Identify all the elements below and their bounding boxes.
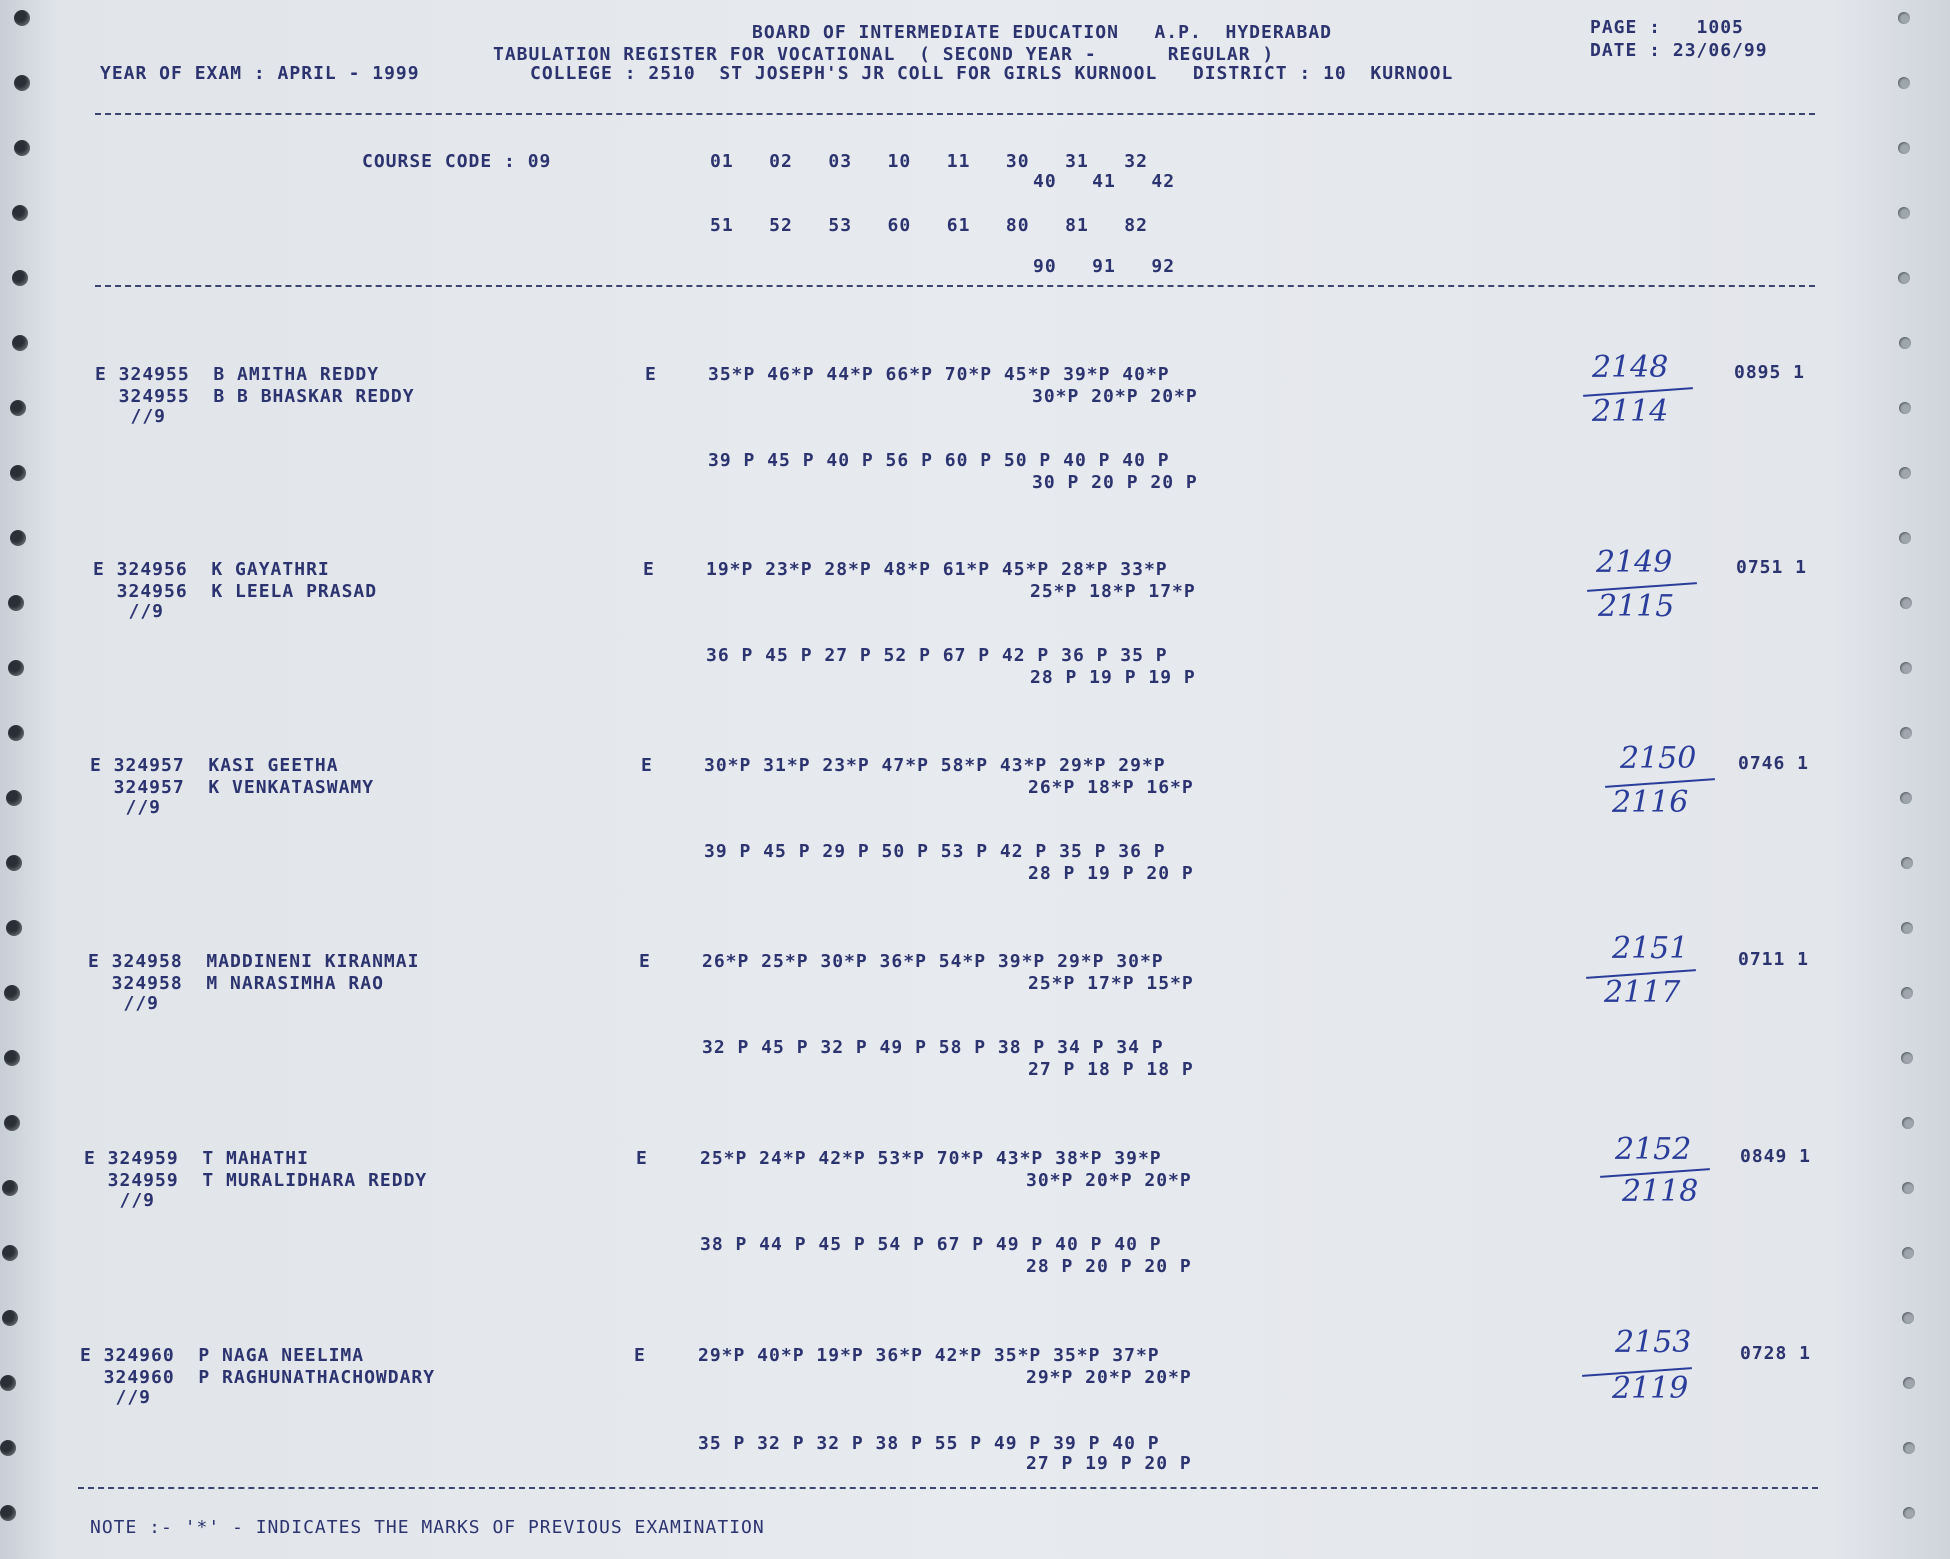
feed-hole: [1898, 207, 1910, 219]
marks-row2: 30*P 20*P 20*P: [1032, 386, 1198, 407]
feed-hole: [2, 1310, 18, 1326]
feed-hole: [1903, 1442, 1915, 1454]
feed-hole: [1903, 1507, 1915, 1519]
feed-hole: [1899, 402, 1911, 414]
student-record: [0, 1325, 1950, 1531]
subject-codes-row3: 51 52 53 60 61 80 81 82: [710, 215, 1148, 236]
handwritten-serial-bottom: 2119: [1612, 1371, 1689, 1406]
course-rule: [95, 285, 1815, 287]
feed-hole: [0, 1505, 16, 1521]
exam-year: YEAR OF EXAM : APRIL - 1999: [100, 63, 420, 84]
student-record: [0, 350, 1950, 550]
record-line2: 324955 B B BHASKAR REDDY: [95, 386, 415, 407]
record-line1: E 324958 MADDINENI KIRANMAI: [88, 951, 420, 972]
feed-hole: [1898, 272, 1910, 284]
marks-row4: 30 P 20 P 20 P: [1032, 472, 1198, 493]
feed-hole: [4, 1050, 20, 1066]
record-line2: 324959 T MURALIDHARA REDDY: [84, 1170, 428, 1191]
feed-hole: [12, 335, 28, 351]
feed-hole: [1900, 792, 1912, 804]
feed-hole: [1899, 467, 1911, 479]
feed-hole: [8, 660, 24, 676]
marks-row1: 30*P 31*P 23*P 47*P 58*P 43*P 29*P 29*P: [704, 755, 1166, 776]
record-total: 0895 1: [1734, 362, 1806, 383]
handwritten-serial-bottom: 2118: [1622, 1174, 1699, 1209]
record-line2: 324958 M NARASIMHA RAO: [88, 973, 384, 994]
feed-hole: [12, 205, 28, 221]
marks-row1: 25*P 24*P 42*P 53*P 70*P 43*P 38*P 39*P: [700, 1148, 1162, 1169]
feed-hole: [6, 855, 22, 871]
handwritten-serial-top: 2153: [1615, 1325, 1692, 1360]
feed-hole: [1899, 532, 1911, 544]
record-line1: E 324960 P NAGA NEELIMA: [80, 1345, 365, 1366]
feed-hole: [14, 10, 30, 26]
feed-hole: [1901, 857, 1913, 869]
record-line3: //9: [93, 601, 165, 622]
handwritten-serial-bottom: 2115: [1598, 589, 1675, 624]
record-line2: 324960 P RAGHUNATHACHOWDARY: [80, 1367, 436, 1388]
record-line3: //9: [80, 1387, 152, 1408]
feed-hole: [1900, 662, 1912, 674]
marks-row3: 32 P 45 P 32 P 49 P 58 P 38 P 34 P 34 P: [702, 1037, 1164, 1058]
feed-hole: [1900, 727, 1912, 739]
record-grade: E: [636, 1148, 648, 1169]
header-rule: [95, 113, 1815, 115]
marks-row3: 39 P 45 P 29 P 50 P 53 P 42 P 35 P 36 P: [704, 841, 1166, 862]
feed-hole: [14, 75, 30, 91]
college-info: COLLEGE : 2510 ST JOSEPH'S JR COLL FOR GIRLS KURNOOL DISTRICT : 10 KURNOOL: [530, 63, 1454, 84]
record-line3: //9: [84, 1190, 156, 1211]
marks-row3: 38 P 44 P 45 P 54 P 67 P 49 P 40 P 40 P: [700, 1234, 1162, 1255]
feed-hole: [1902, 1117, 1914, 1129]
marks-row2: 30*P 20*P 20*P: [1026, 1170, 1192, 1191]
feed-hole: [1902, 1247, 1914, 1259]
record-grade: E: [645, 364, 657, 385]
feed-hole: [1898, 142, 1910, 154]
feed-hole: [8, 725, 24, 741]
handwritten-serial-bottom: 2116: [1612, 785, 1689, 820]
record-total: 0746 1: [1738, 753, 1810, 774]
feed-hole: [1903, 1377, 1915, 1389]
subject-codes-row1: 01 02 03 10 11 30 31 32: [710, 151, 1148, 172]
marks-row4: 27 P 18 P 18 P: [1028, 1059, 1194, 1080]
feed-hole: [4, 1115, 20, 1131]
marks-row3: 36 P 45 P 27 P 52 P 67 P 42 P 36 P 35 P: [706, 645, 1168, 666]
feed-hole: [4, 985, 20, 1001]
feed-hole: [1901, 1052, 1913, 1064]
handwritten-serial-top: 2150: [1620, 741, 1697, 776]
marks-row1: 19*P 23*P 28*P 48*P 61*P 45*P 28*P 33*P: [706, 559, 1168, 580]
feed-hole: [1901, 987, 1913, 999]
marks-row1: 35*P 46*P 44*P 66*P 70*P 45*P 39*P 40*P: [708, 364, 1170, 385]
record-grade: E: [641, 755, 653, 776]
marks-row4: 28 P 20 P 20 P: [1026, 1256, 1192, 1277]
record-total: 0751 1: [1736, 557, 1808, 578]
feed-hole: [1899, 337, 1911, 349]
handwritten-serial-top: 2148: [1592, 350, 1669, 385]
feed-hole: [8, 595, 24, 611]
feed-hole: [1898, 77, 1910, 89]
record-line1: E 324956 K GAYATHRI: [93, 559, 330, 580]
record-grade: E: [639, 951, 651, 972]
marks-row4: 28 P 19 P 19 P: [1030, 667, 1196, 688]
subject-codes-row2: 40 41 42: [1033, 171, 1176, 192]
footer-rule: [78, 1487, 1818, 1489]
register-title: TABULATION REGISTER FOR VOCATIONAL ( SECOND YEAR - REGULAR ): [493, 44, 1275, 65]
marks-row3: 39 P 45 P 40 P 56 P 60 P 50 P 40 P 40 P: [708, 450, 1170, 471]
record-line1: E 324959 T MAHATHI: [84, 1148, 309, 1169]
feed-hole: [10, 530, 26, 546]
handwritten-serial-top: 2149: [1596, 545, 1673, 580]
marks-row4: 28 P 19 P 20 P: [1028, 863, 1194, 884]
handwritten-serial-top: 2151: [1612, 931, 1689, 966]
feed-hole: [2, 1180, 18, 1196]
feed-hole: [0, 1440, 16, 1456]
feed-hole: [6, 920, 22, 936]
print-date: DATE : 23/06/99: [1590, 40, 1768, 61]
feed-hole: [10, 400, 26, 416]
marks-row2: 25*P 18*P 17*P: [1030, 581, 1196, 602]
feed-hole: [1900, 597, 1912, 609]
record-grade: E: [634, 1345, 646, 1366]
record-line2: 324957 K VENKATASWAMY: [90, 777, 375, 798]
handwritten-serial-bottom: 2114: [1592, 394, 1669, 429]
record-total: 0849 1: [1740, 1146, 1812, 1167]
feed-hole: [2, 1245, 18, 1261]
record-line3: //9: [90, 797, 162, 818]
marks-row4: 27 P 19 P 20 P: [1026, 1453, 1192, 1474]
subject-codes-row4: 90 91 92: [1033, 256, 1176, 277]
student-record: [0, 931, 1950, 1137]
record-line3: //9: [95, 406, 167, 427]
handwritten-serial-top: 2152: [1615, 1132, 1692, 1167]
footnote: NOTE :- '*' - INDICATES THE MARKS OF PREVIOUS EXAMINATION: [90, 1517, 765, 1538]
course-code: COURSE CODE : 09: [362, 151, 552, 172]
feed-hole: [1898, 12, 1910, 24]
feed-hole: [6, 790, 22, 806]
marks-row2: 25*P 17*P 15*P: [1028, 973, 1194, 994]
marks-row3: 35 P 32 P 32 P 38 P 55 P 49 P 39 P 40 P: [698, 1433, 1160, 1454]
feed-hole: [10, 465, 26, 481]
board-title: BOARD OF INTERMEDIATE EDUCATION A.P. HYDERABAD: [752, 22, 1333, 43]
record-total: 0728 1: [1740, 1343, 1812, 1364]
marks-row2: 29*P 20*P 20*P: [1026, 1367, 1192, 1388]
student-record: [0, 545, 1950, 745]
record-line1: E 324957 KASI GEETHA: [90, 755, 339, 776]
record-line1: E 324955 B AMITHA REDDY: [95, 364, 380, 385]
marks-row1: 29*P 40*P 19*P 36*P 42*P 35*P 35*P 37*P: [698, 1345, 1160, 1366]
record-total: 0711 1: [1738, 949, 1810, 970]
feed-hole: [1901, 922, 1913, 934]
record-line2: 324956 K LEELA PRASAD: [93, 581, 378, 602]
handwritten-serial-bottom: 2117: [1604, 975, 1681, 1010]
feed-hole: [1902, 1182, 1914, 1194]
record-grade: E: [643, 559, 655, 580]
student-record: [0, 741, 1950, 941]
record-line3: //9: [88, 993, 160, 1014]
feed-hole: [0, 1375, 16, 1391]
page-number: PAGE : 1005: [1590, 17, 1744, 38]
marks-row2: 26*P 18*P 16*P: [1028, 777, 1194, 798]
marks-row1: 26*P 25*P 30*P 36*P 54*P 39*P 29*P 30*P: [702, 951, 1164, 972]
feed-hole: [14, 140, 30, 156]
feed-hole: [12, 270, 28, 286]
feed-hole: [1902, 1312, 1914, 1324]
student-record: [0, 1132, 1950, 1334]
